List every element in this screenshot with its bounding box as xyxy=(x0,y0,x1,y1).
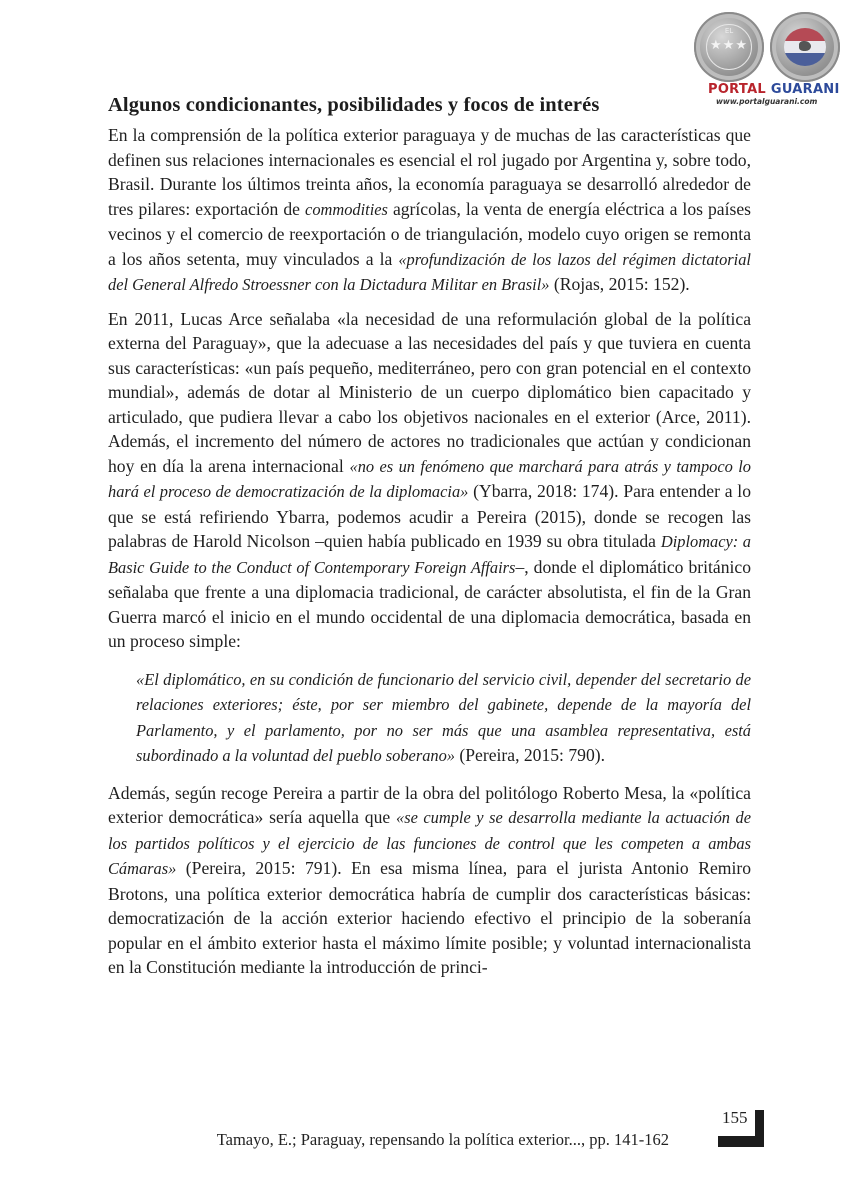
section-title: Algunos condicionantes, posibilidades y focos de interés xyxy=(108,94,600,116)
block-quote: «El diplomático, en su condición de funcionario del servicio civil, depender del secretario de relaciones exteriores; éste, por ser miembro del gabinete, depende de la mayoría del Parlamento, y el parlamento, por no ser más que una asamblea representativa, está subordinado a la voluntad del pueblo soberano» (Pereira, 2015: 790). xyxy=(136,669,751,765)
paragraph-3: Además, según recoge Pereira a partir de la obra del politólogo Roberto Mesa, la «política exterior democrática» sería aquella que «se cumple y se desarrolla mediante la actuación de los partidos políticos y el ejercicio de las funciones de control que les competen a ambas Cámaras» (Pereira, 2015: 791). En esa misma línea, para el jurista Antonio Remiro Brotons, una política exterior democrática habría de cumplir dos características básicas: democratización de la acción exterior haciendo efectivo el principio de la soberanía popular en el ámbito exterior hasta el máximo límite posible; y voluntad internacionalista en la Constitución mediante la introducción de princi- xyxy=(108,782,751,977)
brand-url: www.portalguarani.com xyxy=(716,97,818,106)
seal-paraguay-flag-icon xyxy=(770,12,840,82)
seal-label: EL xyxy=(724,27,734,35)
paragraph-2: En 2011, Lucas Arce señalaba «la necesidad de una reformulación global de la política externa del Paraguay», que la adecuase a las necesidades del país y que tuviera en cuenta sus características: «un país pequeño, mediterráneo, pero con gran potencial en el contexto mundial», además de dotar al Ministerio de un cuerpo diplomático bien capacitado y articulado, que pudiera llevar a cabo los objetivos nacionales en el exterior (Arce, 2011). Además, el incremento del número de actores no tradicionales que actúan y condicionan hoy en día la arena internacional «no es un fenómeno que marchará para atrás y tampoco lo hará el proceso de democratización de la diplomacia» (Ybarra, 2018: 174). Para entender a lo que se está refiriendo Ybarra, podemos acudir a Pereira (2015), donde se recogen las palabras de Harold Nicolson –quien había publicado en 1939 su obra titulada Diplomacy: a Basic Guide to the Conduct of Contemporary Foreign Affairs–, donde el diplomático británico señalaba que frente a una diplomacia tradicional, de carácter absolutista, el fin de la Gran Guerra marcó el inicio en el mundo occidental de una diplomacia democrática, basada en un proceso simple: xyxy=(108,308,752,651)
stars-icon: ★★★ xyxy=(710,38,748,53)
running-footer: Tamayo, E.; Paraguay, repensando la política exterior..., pp. 141-162 xyxy=(216,1130,669,1149)
page-body xyxy=(108,90,751,980)
seal-left-icon xyxy=(694,12,764,82)
brand-name: PORTAL GUARANI xyxy=(708,82,840,97)
portal-guarani-logo xyxy=(694,12,844,106)
paragraph-1: En la comprensión de la política exterior paraguaya y de muchas de las características que definen sus relaciones internacionales es esencial el rol jugado por Argentina y, sobre todo, Brasil. Durante los últimos treinta años, la economía paraguaya se desarrolló alrededor de tres pilares: exportación de commodities agrícolas, la venta de energía eléctrica a los países vecinos y el comercio de reexportación o de triangulación, modelo cuyo origen se remonta a los años setenta, muy vinculados a la «profundización de los lazos del régimen dictatorial del General Alfredo Stroessner con la Dictadura Militar en Brasil» (Rojas, 2015: 152). xyxy=(108,125,752,294)
page-number: 155 xyxy=(722,1108,748,1127)
corner-mark-horizontal xyxy=(718,1136,764,1147)
